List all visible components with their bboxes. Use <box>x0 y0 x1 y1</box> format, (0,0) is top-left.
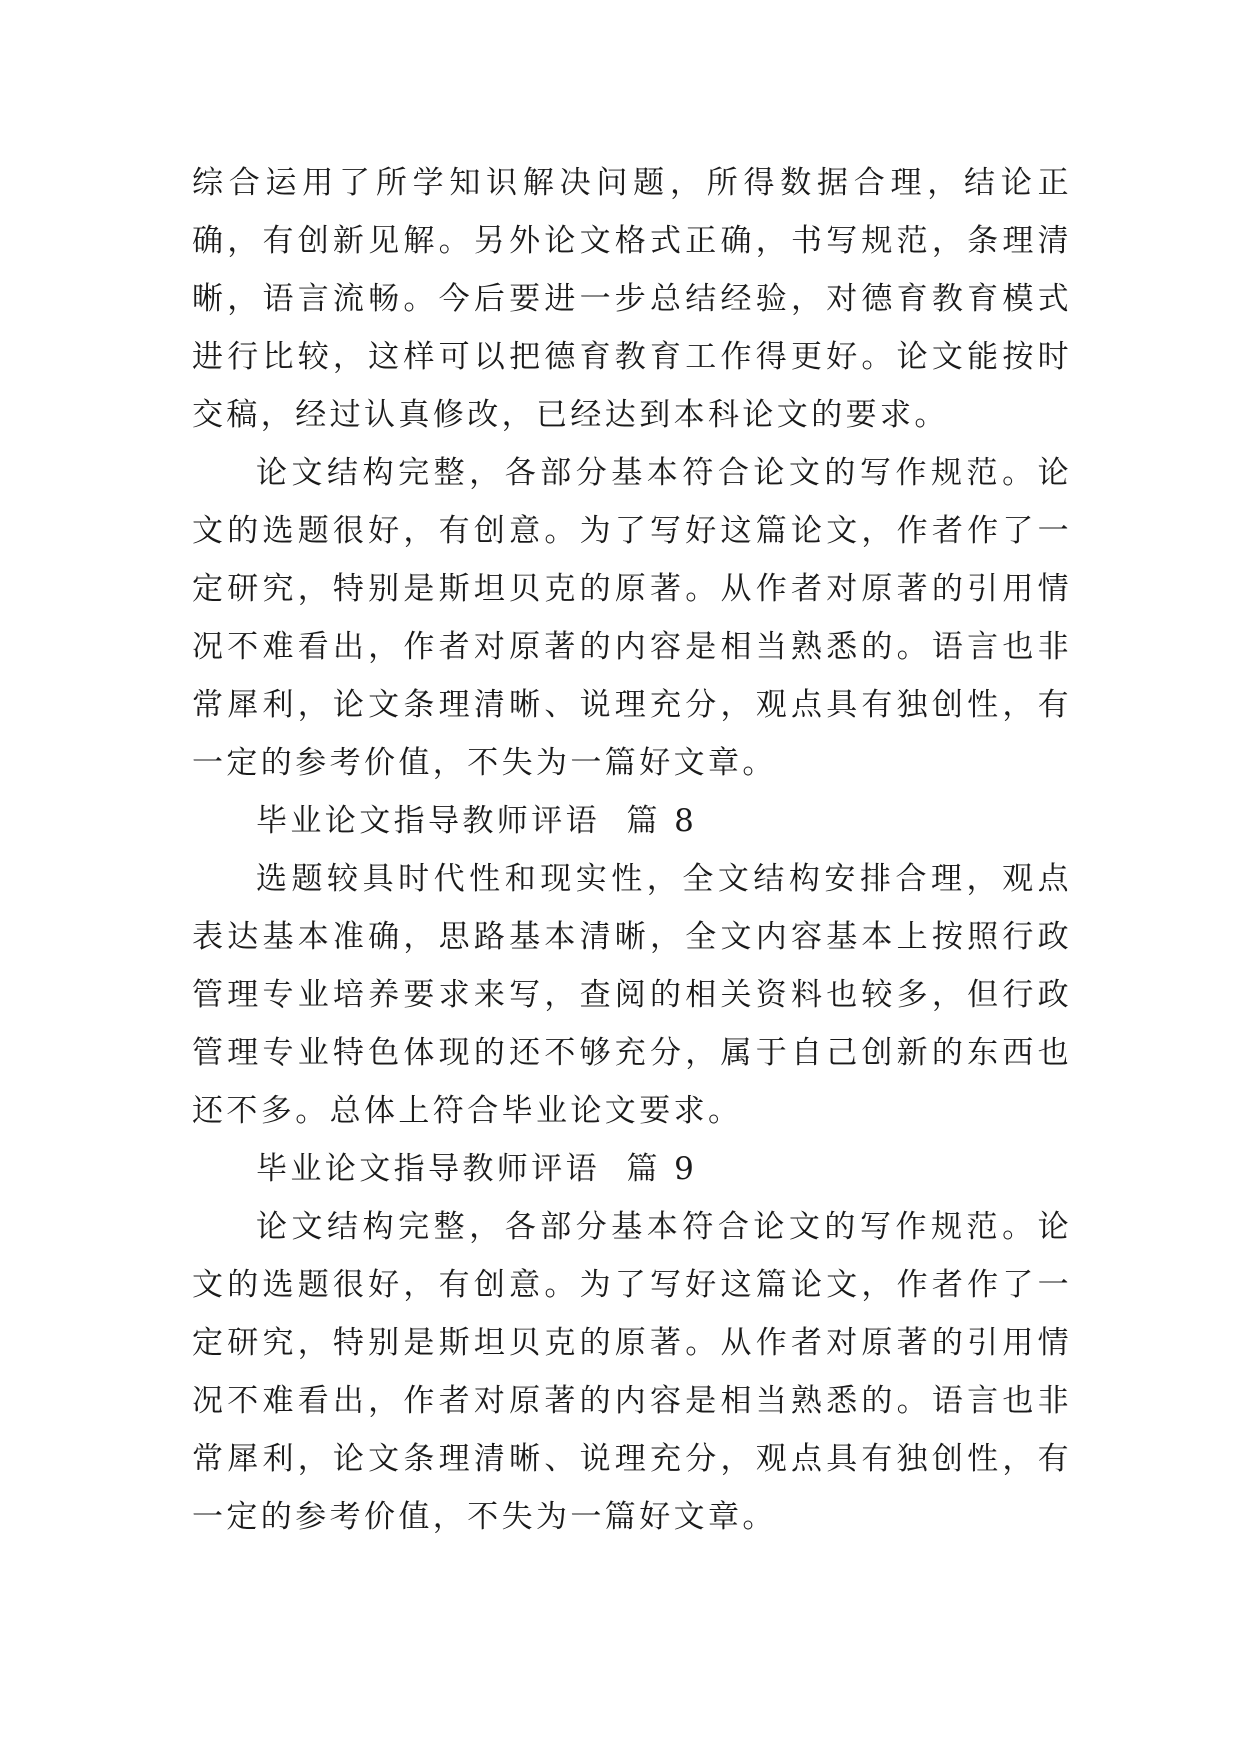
section-heading-9: 毕业论文指导教师评语 篇 9 <box>256 1151 698 1187</box>
body-paragraph-4: 论文结构完整，各部分基本符合论文的写作规范。论文的选题很好，有创意。为了写好这篇论文，作者作了一定研究，特别是斯坦贝克的原著。从作者对原著的引用情况不难看出，作者对原著的内容是相当熟悉的。语言也非常犀利，论文条理清晰、说理充分，观点具有独创性，有一定的参考价值，不失为一篇好文章。 <box>192 1209 1072 1535</box>
body-paragraph-1: 综合运用了所学知识解决问题，所得数据合理，结论正确，有创新见解。另外论文格式正确，书写规范，条理清晰，语言流畅。今后要进一步总结经验，对德育教育模式进行比较，这样可以把德育教育工作得更好。论文能按时交稿，经过认真修改，已经达到本科论文的要求。 <box>192 165 1072 433</box>
section-heading-8: 毕业论文指导教师评语 篇 8 <box>256 803 698 839</box>
document-body <box>192 154 1072 1546</box>
body-paragraph-3: 选题较具时代性和现实性，全文结构安排合理，观点表达基本准确，思路基本清晰，全文内容基本上按照行政管理专业培养要求来写，查阅的相关资料也较多，但行政管理专业特色体现的还不够充分，属于自己创新的东西也还不多。总体上符合毕业论文要求。 <box>192 861 1072 1129</box>
body-paragraph-2: 论文结构完整，各部分基本符合论文的写作规范。论文的选题很好，有创意。为了写好这篇论文，作者作了一定研究，特别是斯坦贝克的原著。从作者对原著的引用情况不难看出，作者对原著的内容是相当熟悉的。语言也非常犀利，论文条理清晰、说理充分，观点具有独创性，有一定的参考价值，不失为一篇好文章。 <box>192 455 1072 781</box>
